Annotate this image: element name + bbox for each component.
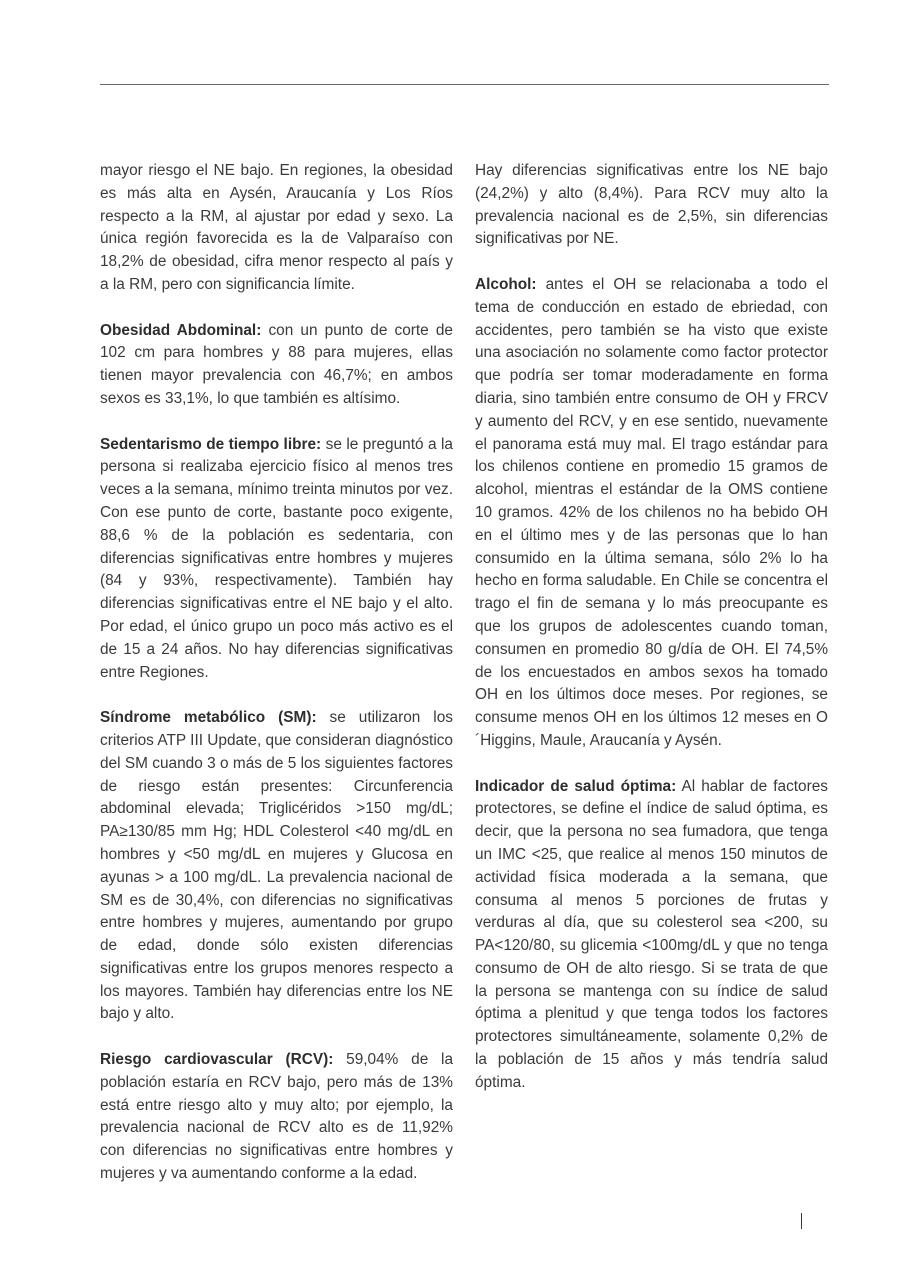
paragraph-text: se le preguntó a la persona si realizaba ejercicio físico al menos tres veces a la semana, mínimo treinta minutos por vez. Con ese punto de corte, bastante poco exigente, 88,6 % de la población es sedentaria, con diferencias significativas entre hombres y mujeres (84 y 93%, respectivamente). También hay diferencias significativas entre el NE bajo y el alto. Por edad, el único grupo un poco más activo es el de 15 a 24 años. No hay diferencias significativas entre Regiones. — [100, 435, 453, 681]
paragraph-abdominal-obesity — [100, 320, 453, 411]
paragraph-text: antes el OH se relacionaba a todo el tema de conducción en estado de ebriedad, con accidentes, pero también se ha visto que existe una asociación no solamente como factor protector que podría ser tomar moderadamente en forma diaria, sino también entre consumo de OH y FRCV y aumento del RCV, y en ese sentido, nuevamente el panorama está muy mal. El trago estándar para los chilenos contiene en promedio 15 gramos de alcohol, mientras el estándar de la OMS contiene 10 gramos. 42% de los chilenos no ha bebido OH en el último mes y de las personas que lo han consumido en la última semana, sólo 2% lo ha hecho en forma saludable. En Chile se concentra el trago el fin de semana y lo más preocupante es que los grupos de adolescentes cuando toman, consumen en promedio 80 g/día de OH. El 74,5% de los encuestados en ambos sexos ha tomado OH en los últimos doce meses. Por regiones, se consume menos OH en los últimos 12 meses en O´Higgins, Maule, Araucanía y Aysén. — [475, 275, 828, 749]
paragraph-text: Al hablar de factores protectores, se define el índice de salud óptima, es decir, que la persona no sea fumadora, que tenga un IMC <25, que realice al menos 150 minutos de actividad física moderada a la semana, que consuma al menos 5 porciones de frutas y verduras al día, que su colesterol sea <200, su PA<120/80, su glicemia <100mg/dL y que no tenga consumo de OH de alto riesgo. Si se trata de que la persona se mantenga con su índice de salud óptima a plenitud y que tenga todos los factores protectores simultáneamente, solamente 0,2% de la población de 15 años y más tendría salud óptima. — [475, 777, 828, 1091]
paragraph-term: Sedentarismo de tiempo libre: — [100, 435, 322, 453]
paragraph-text: mayor riesgo el NE bajo. En regiones, la obesidad es más alta en Aysén, Araucanía y Los Ríos respecto a la RM, al ajustar por edad y sexo. La única región favorecida es la de Valparaíso con 18,2% de obesidad, cifra menor respecto al país y a la RM, pero con significancia límite. — [100, 162, 453, 293]
paragraph-cardiovascular-risk — [100, 1049, 453, 1186]
paragraph-text: con un punto de corte de 102 cm para hombres y 88 para mujeres, ellas tienen mayor prevalencia con 46,7%; en ambos sexos es 33,1%, lo que también es altísimo. — [100, 321, 453, 407]
paragraph-rcv-continuation — [475, 160, 828, 251]
paragraph-term: Indicador de salud óptima: — [475, 777, 677, 795]
paragraph-text: se utilizaron los criterios ATP III Update, que consideran diagnóstico del SM cuando 3 o más de 5 los siguientes factores de riesgo están presentes: Circunferencia abdominal elevada; Triglicéridos >150 mg/dL; PA≥130/85 mm Hg; HDL Colesterol <40 mg/dL en hombres y <50 mg/dL en mujeres y Glucosa en ayunas > a 100 mg/dL. La prevalencia nacional de SM es de 30,4%, con diferencias no significativas entre hombres y mujeres, aumentando por grupo de edad, donde sólo existen diferencias significativas entre los grupos menores respecto a los mayores. También hay diferencias entre los NE bajo y alto. — [100, 709, 453, 1023]
header-rule — [100, 84, 829, 85]
paragraph-term: Riesgo cardiovascular (RCV): — [100, 1051, 334, 1069]
paragraph-metabolic-syndrome — [100, 707, 453, 1026]
paragraph-sedentarism — [100, 434, 453, 685]
paragraph-obesity-regions — [100, 160, 453, 297]
paragraph-optimal-health — [475, 776, 828, 1095]
paragraph-text: Hay diferencias significativas entre los NE bajo (24,2%) y alto (8,4%). Para RCV muy alto la prevalencia nacional es de 2,5%, sin diferencias significativas por NE. — [475, 162, 828, 248]
paragraph-term: Obesidad Abdominal: — [100, 321, 262, 339]
page-marker — [801, 1213, 802, 1229]
paragraph-alcohol — [475, 274, 828, 753]
paragraph-term: Alcohol: — [475, 275, 537, 293]
left-column — [100, 160, 453, 1186]
paragraph-text: 59,04% de la población estaría en RCV bajo, pero más de 13% está entre riesgo alto y muy alto; por ejemplo, la prevalencia nacional de RCV alto es de 11,92% con diferencias no significativas entre hombres y mujeres y va aumentando conforme a la edad. — [100, 1051, 454, 1183]
paragraph-term: Síndrome metabólico (SM): — [100, 709, 317, 727]
right-column — [475, 160, 828, 1095]
